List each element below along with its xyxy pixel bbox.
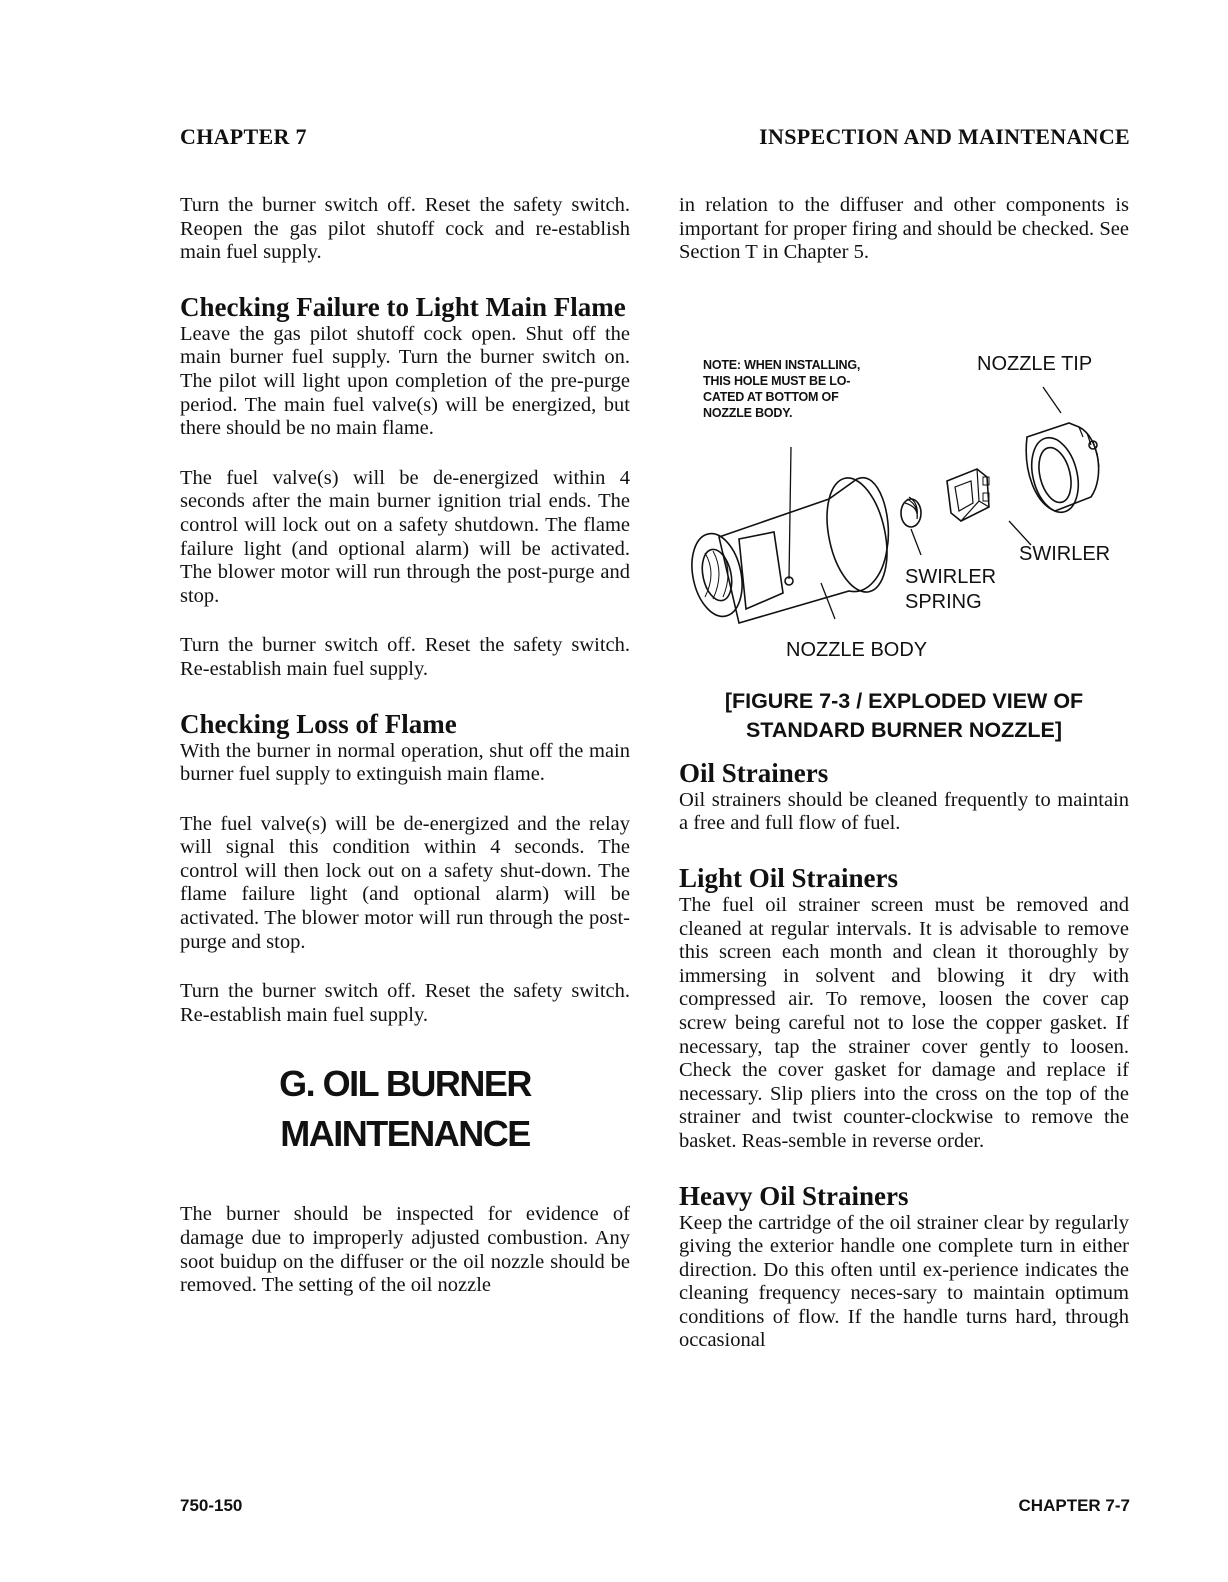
right-column: [679, 194, 1129, 1353]
paragraph: With the burner in normal operation, shut off the main burner fuel supply to extinguish main flame.: [180, 739, 630, 786]
paragraph: Oil strainers should be cleaned frequently to maintain a free and full flow of fuel.: [679, 788, 1129, 835]
subheading-failure-to-light: Checking Failure to Light Main Flame: [180, 291, 626, 322]
section-heading-line-1: G. OIL BURNER: [279, 1063, 531, 1105]
label-swirler: SWIRLER: [1019, 542, 1111, 565]
label-swirler-spring: SWIRLER SPRING: [905, 565, 997, 613]
label-nozzle-tip: NOZZLE TIP: [977, 352, 1093, 375]
nozzle-figure: [679, 327, 1129, 667]
paragraph: The fuel oil strainer screen must be removed and cleaned at regular intervals. It is advisable to remove this screen each month and clean it thoroughly by immersing in solvent and blowing it dry with compressed air. To remove, loosen the cover cap screw being careful not to lose the copper gasket. If necessary, tap the strainer cover gently to loosen. Check the cover gasket for damage and replace if necessary. Slip pliers into the cross on the top of the strainer and twist counter-clockwise to remove the basket. Reas-semble in reverse order.: [679, 893, 1129, 1152]
figure-caption: [FIGURE 7-3 / EXPLODED VIEW OF STANDARD BURNER NOZZLE]: [724, 688, 1084, 742]
nozzle-body-shape: [719, 477, 888, 622]
paragraph: Keep the cartridge of the oil strainer clear by regularly giving the exterior handle one complete turn in either direction. Do this often until ex-perience indicates the cleaning frequency neces-sary to maintain optimum conditions of flow. If the handle turns hard, through occasional: [679, 1211, 1129, 1352]
label-nozzle-body: NOZZLE BODY: [786, 638, 928, 661]
subheading-oil-strainers: Oil Strainers: [679, 757, 829, 788]
paragraph: Leave the gas pilot shutoff cock open. Shut off the main burner fuel supply. Turn the burner switch on. The pilot will light upon completion of the pre-purge period. The main fuel valve(s) will be energized, but there should be no main flame.: [180, 322, 630, 440]
header-chapter: CHAPTER 7: [180, 124, 307, 149]
paragraph: in relation to the diffuser and other components is important for proper firing and should be checked. See Section T in Chapter 5.: [679, 194, 1129, 264]
paragraph: The fuel valve(s) will be de-energized within 4 seconds after the main burner ignition trial ends. The control will lock out on a safety shutdown. The flame failure light (and optional alarm) will be activated. The blower motor will run through the post-purge and stop.: [180, 466, 630, 607]
subheading-loss-of-flame: Checking Loss of Flame: [180, 708, 457, 739]
paragraph: The burner should be inspected for evidence of damage due to improperly adjusted combustion. Any soot buidup on the diffuser or the oil nozzle should be removed. The setting of the oil nozzle: [180, 1203, 630, 1297]
subheading-light-oil-strainers: Light Oil Strainers: [679, 862, 899, 893]
installation-note: NOTE: WHEN INSTALLING, THIS HOLE MUST BE LO- CATED AT BOTTOM OF NOZZLE BODY.: [703, 357, 861, 420]
swirler-spring-shape: [901, 499, 921, 527]
paragraph: Turn the burner switch off. Reset the safety switch. Re-establish main fuel supply.: [180, 634, 630, 680]
left-column: [180, 194, 630, 1298]
footer-document-number: 750-150: [180, 1496, 243, 1515]
section-heading-line-2: MAINTENANCE: [280, 1113, 530, 1155]
paragraph: Turn the burner switch off. Reset the safety switch. Re-establish main fuel supply.: [180, 980, 630, 1026]
paragraph: The fuel valve(s) will be de-energized and the relay will signal this condition within 4 seconds. The control will then lock out on a safety shut-down. The flame failure light (and optional alarm) will be activated. The blower motor will run through the post-purge and stop.: [180, 812, 630, 953]
paragraph: Turn the burner switch off. Reset the safety switch. Reopen the gas pilot shutoff cock and re-establish main fuel supply.: [180, 194, 630, 264]
subheading-heavy-oil-strainers: Heavy Oil Strainers: [679, 1180, 909, 1211]
header-section-title: INSPECTION AND MAINTENANCE: [759, 124, 1130, 149]
footer-page-number: CHAPTER 7-7: [1018, 1496, 1130, 1515]
